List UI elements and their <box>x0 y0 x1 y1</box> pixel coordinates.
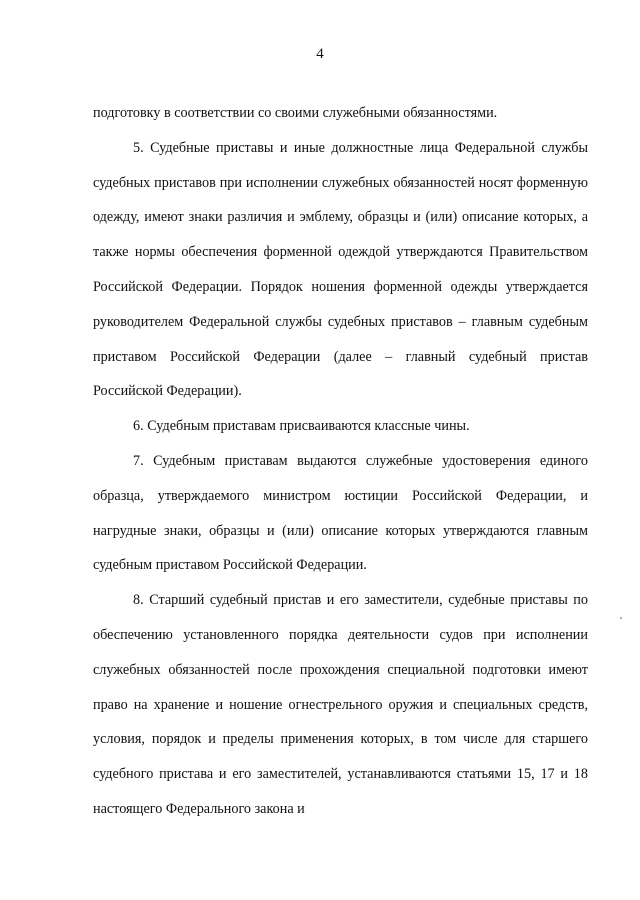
paragraph-item-8: 8. Старший судебный пристав и его заместители, судебные приставы по обеспечению установленного порядка деятельности судов при исполнении служебных обязанностей после прохождения специальной подготовки имеют право на хранение и ношение огнестрельного оружия и специальных средств, условия, порядок и пределы применения которых, в том числе для старшего судебного пристава и его заместителей, устанавливаются статьями 15, 17 и 18 настоящего Федерального закона и <box>93 592 588 817</box>
paragraph-item-6: 6. Судебным приставам присваиваются классные чины. <box>133 418 470 435</box>
page-number: 4 <box>316 46 324 62</box>
document-body <box>93 96 588 827</box>
paragraph-item-7: 7. Судебным приставам выдаются служебные удостоверения единого образца, утверждаемого министром юстиции Российской Федерации, и нагрудные знаки, образцы и (или) описание которых утверждаются главным судебным приставом Российской Федерации. <box>93 452 588 574</box>
paragraph-continuation: подготовку в соответствии со своими служебными обязанностями. <box>93 105 498 121</box>
paragraph-item-5: 5. Судебные приставы и иные должностные лица Федеральной службы судебных приставов при исполнении служебных обязанностей носят форменную одежду, имеют знаки различия и эмблему, образцы и (или) описание которых, а также нормы обеспечения форменной одеждой утверждаются Правительством Российской Федерации. Порядок ношения форменной одежды утверждается руководителем Федеральной службы судебных приставов – главным судебным приставом Российской Федерации (далее – главный судебный пристав Российской Федерации). <box>93 139 588 400</box>
scan-speck <box>620 617 622 619</box>
